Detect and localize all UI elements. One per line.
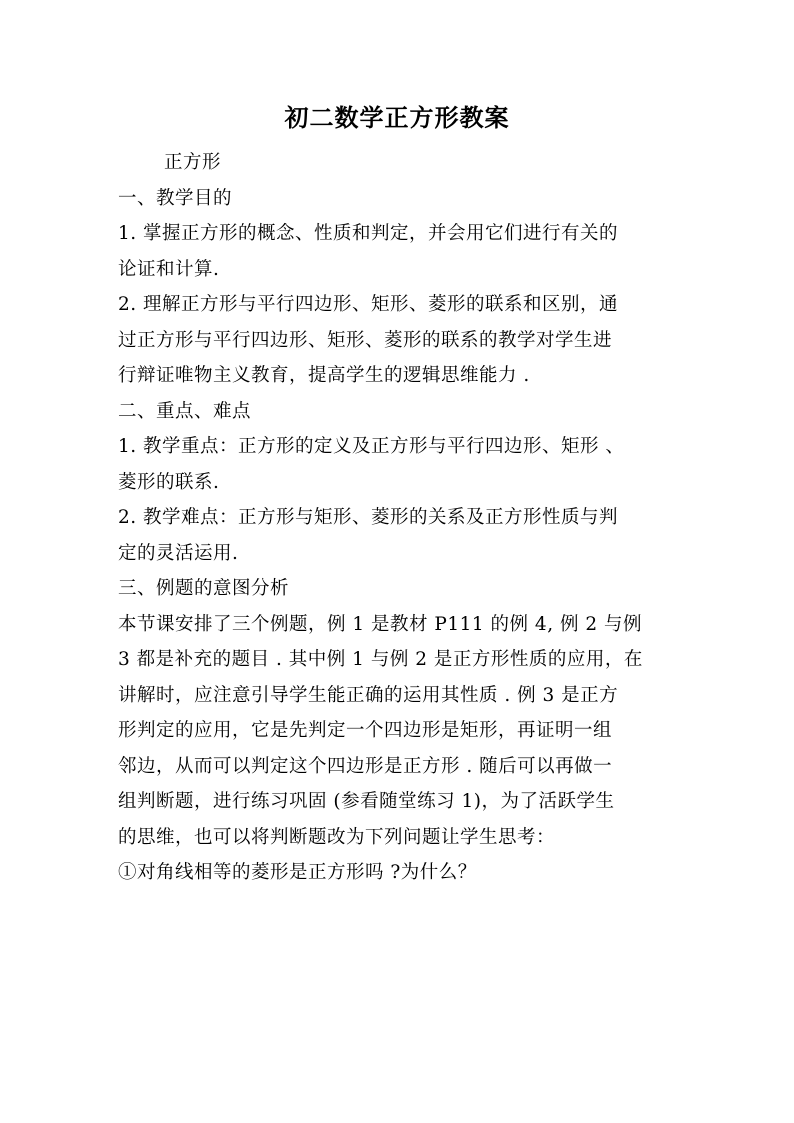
paragraph-line: 本节课安排了三个例题，例 1 是教材 P111 的例 4, 例 2 与例 [118, 613, 642, 635]
paragraph-line: 邻边，从而可以判定这个四边形是正方形 . 随后可以再做一 [118, 755, 613, 777]
paragraph-line: 行辩证唯物主义教育，提高学生的逻辑思维能力 . [118, 365, 530, 386]
paragraph-line: 2. 教学难点：正方形与矩形、菱形的关系及正方形性质与判 [118, 507, 619, 528]
document-body [118, 145, 676, 891]
paragraph-line: 过正方形与平行四边形、矩形、菱形的联系的教学对学生进 [118, 329, 613, 351]
heading-key-points: 二、重点、难点 [118, 400, 252, 422]
heading-example-analysis: 三、例题的意图分析 [118, 578, 290, 599]
paragraph-line: 定的灵活运用. [118, 542, 239, 564]
paragraph-line: 的思维，也可以将判断题改为下列问题让学生思考： [118, 826, 556, 848]
document-title: 初二数学正方形教案 [284, 103, 510, 132]
paragraph-line: 组判断题，进行练习巩固 (参看随堂练习 1)，为了活跃学生 [118, 791, 615, 812]
section-subtitle: 正方形 [164, 152, 222, 173]
heading-teaching-goals: 一、教学目的 [118, 187, 233, 209]
paragraph-line: 1. 教学重点：正方形的定义及正方形与平行四边形、矩形 、 [118, 436, 625, 457]
question-item: ①对角线相等的菱形是正方形吗 ?为什么？ [118, 862, 477, 883]
paragraph-line: 3 都是补充的题目 . 其中例 1 与例 2 是正方形性质的应用，在 [118, 649, 643, 670]
paragraph-line: 形判定的应用，它是先判定一个四边形是矩形，再证明一组 [118, 720, 613, 741]
paragraph-line: 论证和计算. [118, 258, 220, 280]
paragraph-line: 2. 理解正方形与平行四边形、矩形、菱形的联系和区别，通 [118, 294, 619, 315]
paragraph-line: 菱形的联系. [118, 471, 220, 493]
paragraph-line: 1. 掌握正方形的概念、性质和判定，并会用它们进行有关的 [118, 223, 619, 244]
paragraph-line: 讲解时，应注意引导学生能正确的运用其性质 . 例 3 是正方 [118, 684, 619, 706]
